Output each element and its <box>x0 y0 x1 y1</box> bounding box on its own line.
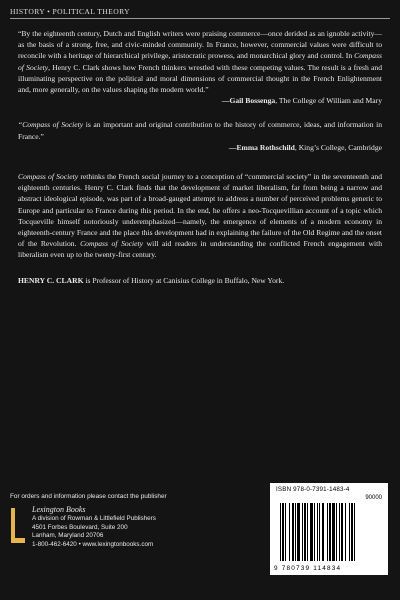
imprint-name: Lexington Books <box>32 505 86 514</box>
review-attribution-2 <box>18 142 382 153</box>
quote-2-book-title: “Compass of Society <box>18 120 84 130</box>
quote-2-text: is an important and original contribution to the history of commerce, ideas, and information in France.” <box>18 120 382 141</box>
header-rule <box>10 18 390 19</box>
description-text-2: will aid readers in understanding the conflicted French engagement with liberalism even up to the twenty-first century. <box>18 239 382 260</box>
description-title-2: Compass of Society <box>80 239 144 249</box>
reviewer-2-affiliation: , King’s College, Cambridge <box>294 142 382 152</box>
review-quote-2 <box>18 119 382 141</box>
order-note: For orders and information please contact the publisher <box>10 493 167 500</box>
review-quote-1 <box>18 28 382 95</box>
price-code: 90000 <box>365 495 382 501</box>
back-cover-text <box>18 28 382 286</box>
reviewer-2-name: —Emma Rothschild <box>228 142 295 152</box>
publisher-division: A division of Rowman & Littlefield Publishers <box>32 514 156 522</box>
lexington-logo-icon <box>10 508 26 544</box>
barcode-icon <box>280 503 380 561</box>
ean-digits: 9 780739 114834 <box>274 565 342 572</box>
reviewer-1-affiliation: , The College of William and Mary <box>275 96 382 106</box>
category-label: HISTORY • POLITICAL THEORY <box>10 7 131 16</box>
author-bio-text: is Professor of History at Canisius College in Buffalo, New York. <box>83 275 285 285</box>
publisher-address <box>32 506 156 550</box>
author-name: HENRY C. CLARK <box>18 275 84 285</box>
quote-1-book-title: Compass of Society <box>18 51 382 72</box>
barcode-box <box>270 483 388 575</box>
book-description <box>18 171 382 261</box>
author-bio <box>18 275 382 286</box>
publisher-street: 4501 Forbes Boulevard, Suite 200 <box>32 523 128 531</box>
isbn-text: ISBN 978-0-7391-1483-4 <box>276 486 350 493</box>
description-title-1: Compass of Society <box>18 172 79 182</box>
reviewer-1-name: —Gail Bossenga <box>221 96 276 106</box>
publisher-city: Lanham, Maryland 20706 <box>32 532 104 540</box>
quote-1-text-b: , Henry C. Clark shows how French thinkers wrestled with these competing values. The result is a fresh and illuminating perspective on the political and moral dimensions of commercial thought in the French Enlightenment and, more generally, on the values shaping the modern world.” <box>18 62 382 95</box>
description-text-1: rethinks the French social journey to a conception of “commercial society” in the seventeenth and eighteenth centuries. Henry C. Clark finds that the development of market liberalism, far from being a narrow and abstract ideological episode, was part of a broad-gauged attempt to address a number of perceived problems generic to Europe and particular to France during this period. In the end, he offers a neo-Tocquevillian account of a topic which Tocqueville himself notoriously underemphasized—namely, the emergence of elements of a modern economy in eighteenth-century France and the place this development had in explaining the failure of the Old Regime and the onset of the Revolution. <box>18 172 382 249</box>
publisher-contact: 1-800-462-6420 • www.lexingtonbooks.com <box>32 541 154 549</box>
review-attribution-1 <box>18 95 382 106</box>
quote-1-text-a: “By the eighteenth century, Dutch and English writers were praising commerce—once derided as an ignoble activity—as the basis of a strong, free, and civic-minded community. In France, however, commercial values were difficult to reconcile with a heritage of hierarchical privilege, aristocratic prowess, and monarchical glory and control. In <box>18 29 382 61</box>
